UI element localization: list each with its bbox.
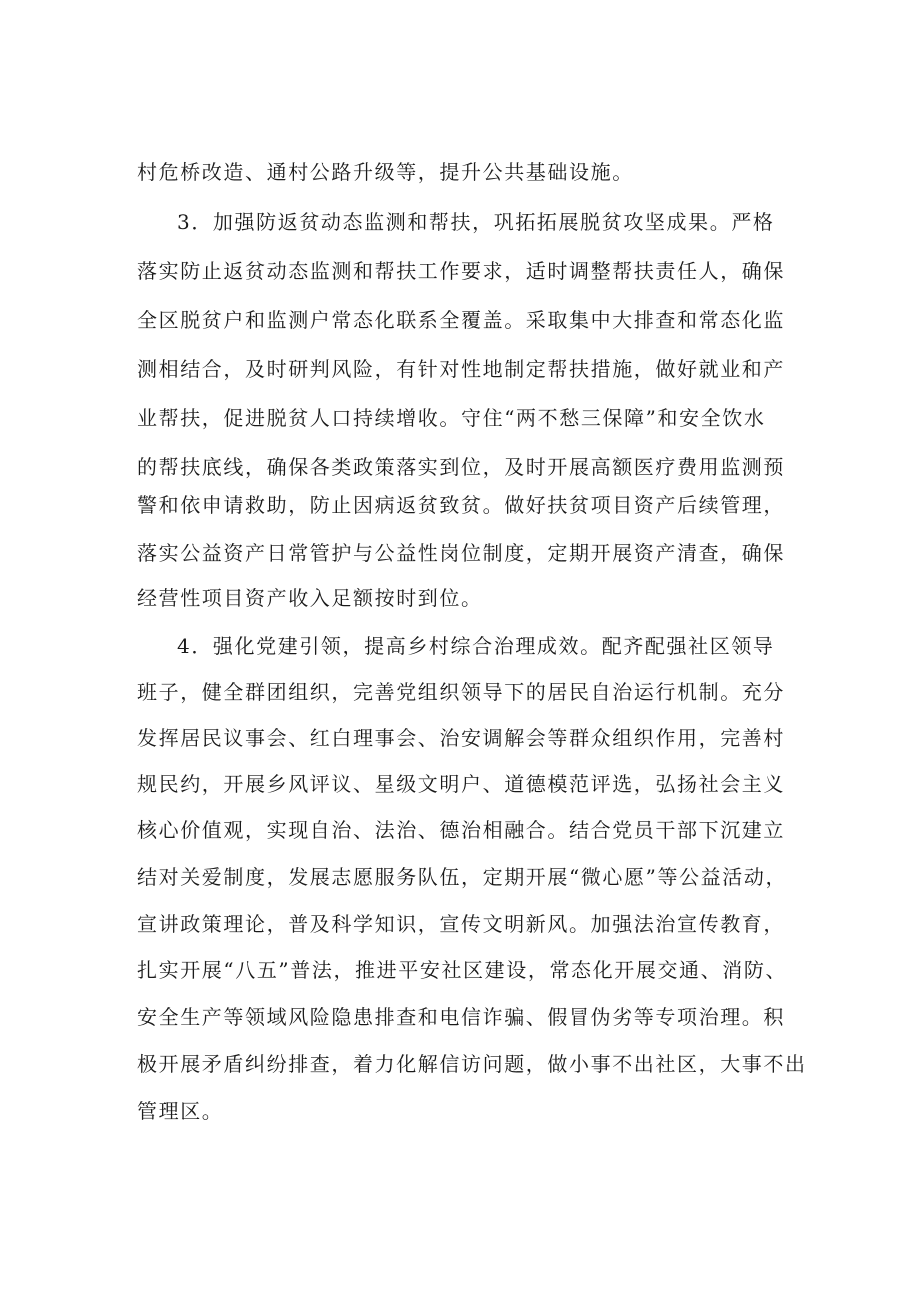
text-line: 全区脱贫户和监测户常态化联系全覆盖。采取集中大排查和常态化监 xyxy=(137,308,785,332)
text-line: 班子，健全群团组织，完善党组织领导下的居民自治运行机制。充分 xyxy=(137,680,785,704)
text-line: 极开展矛盾纠纷排查，着力化解信访问题，做小事不出社区，大事不出 xyxy=(137,1052,807,1076)
text-line: 测相结合，及时研判风险，有针对性地制定帮扶措施，做好就业和产 xyxy=(137,357,785,381)
text-line: 宣讲政策理论，普及科学知识，宣传文明新风。加强法治宣传教育， xyxy=(137,912,785,936)
text-line: 经营性项目资产收入足额按时到位。 xyxy=(137,586,483,610)
text-line: 发挥居民议事会、红白理事会、治安调解会等群众组织作用，完善村 xyxy=(137,726,785,750)
text-line: 扎实开展“八五”普法，推进平安社区建设，常态化开展交通、消防、 xyxy=(137,958,788,982)
text-line: 落实防止返贫动态监测和帮扶工作要求，适时调整帮扶责任人，确保 xyxy=(137,259,785,283)
text-line: 安全生产等领域风险隐患排查和电信诈骗、假冒伪劣等专项治理。积 xyxy=(137,1005,785,1029)
text-line: 村危桥改造、通村公路升级等，提升公共基础设施。 xyxy=(137,160,634,184)
text-line: 警和依申请救助，防止因病返贫致贫。做好扶贫项目资产后续管理， xyxy=(137,493,785,517)
paragraph-4-heading-line: 4．强化党建引领，提高乡村综合治理成效。配齐配强社区领导 xyxy=(177,634,775,658)
text-line: 核心价值观，实现自治、法治、德治相融合。结合党员干部下沉建立 xyxy=(137,818,785,842)
text-line: 规民约，开展乡风评议、星级文明户、道德模范评选，弘扬社会主义 xyxy=(137,772,785,796)
text-line: 落实公益资产日常管护与公益性岗位制度，定期开展资产清查，确保 xyxy=(137,541,785,565)
paragraph-3-heading-line: 3．加强防返贫动态监测和帮扶，巩拓拓展脱贫攻坚成果。严格 xyxy=(177,210,775,234)
text-line: 结对关爱制度，发展志愿服务队伍，定期开展“微心愿”等公益活动， xyxy=(137,865,788,889)
text-line: 业帮扶，促进脱贫人口持续增收。守住“两不愁三保障”和安全饮水 xyxy=(137,406,766,430)
text-line: 管理区。 xyxy=(137,1099,224,1123)
text-line: 的帮扶底线，确保各类政策落实到位，及时开展高额医疗费用监测预 xyxy=(137,455,785,479)
